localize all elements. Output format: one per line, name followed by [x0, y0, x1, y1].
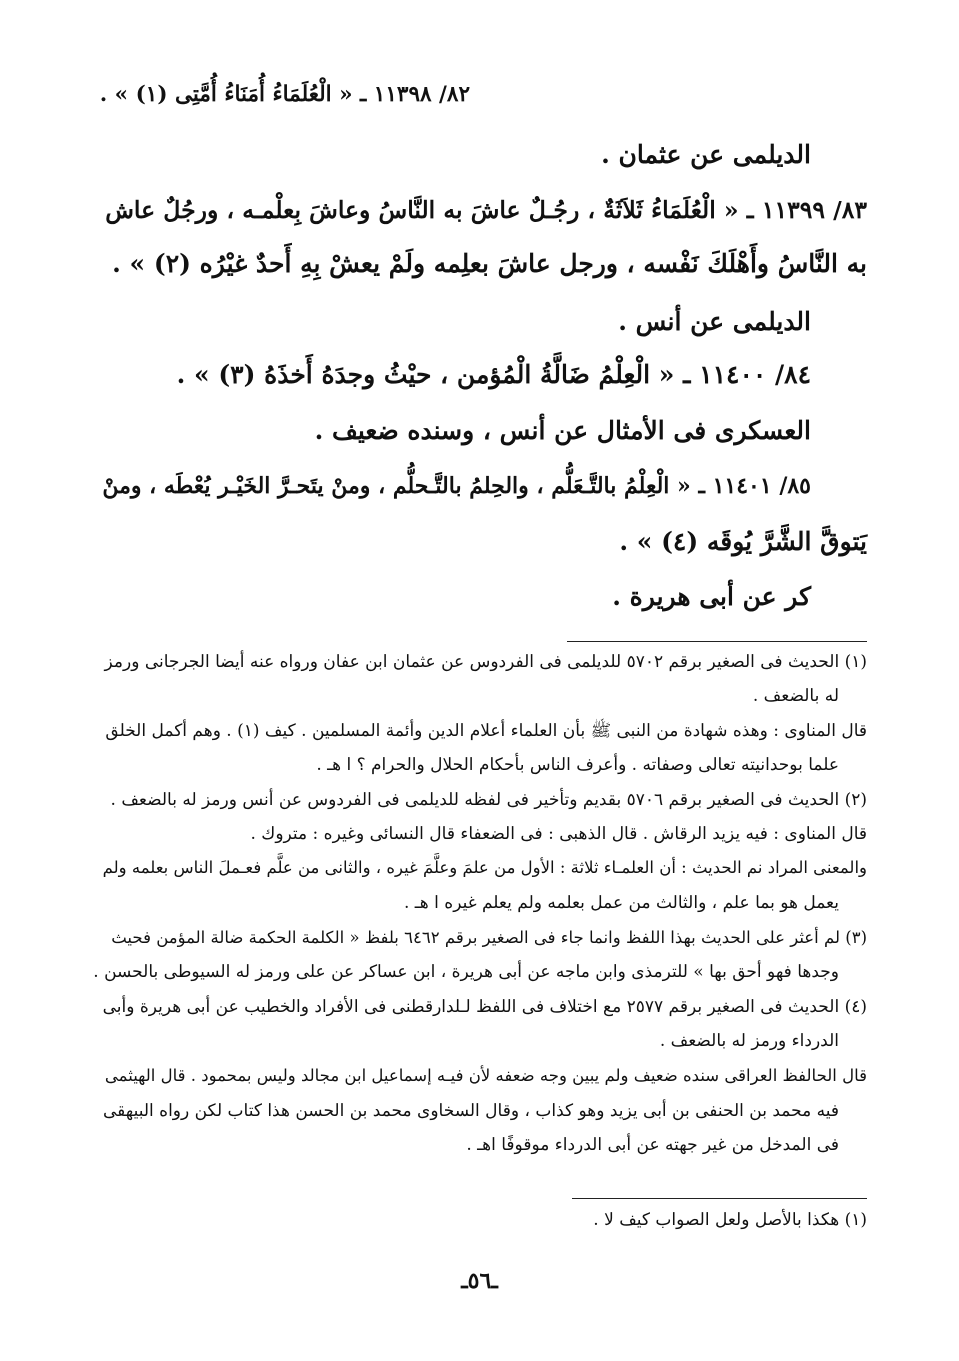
source-line: كر عن أبى هريرة . — [612, 582, 811, 611]
hadith-83-line: ٨٣/ ١١٣٩٩ ـ « الْعُلَمَاءُ ثَلاَثَةٌ ، رجُـلٌ عاشَ به النَّاسُ وعاشَ بِعلْمـه ، ورجُلٌ عاش — [105, 196, 867, 224]
hadith-85-line-cont: يَتوقَّ الشَّرَّ يُوقَه (٤) » . — [619, 527, 867, 556]
footnote-4-cont: الدرداء ورمز له بالضعف . — [659, 1031, 839, 1051]
footnote-1: (١) الحديث فى الصغير برقم ٥٧٠٢ للديلمى فى الفردوس عن عثمان ابن عفان ورواه عنه أيضا الجرجانى ورمز — [104, 652, 867, 672]
hadith-85-line: ٨٥/ ١١٤٠١ ـ « الْعِلْمُ بالتَّـعَلُّم ، والحِلمُ بالتَّـحلُّم ، ومنْ يتَحـرَّ الخَيْـر يُعْطَه ، ومنْ — [102, 473, 811, 499]
hadith-82-line: ٨٢/ ١١٣٩٨ ـ « الْعُلَمَاءُ أُمَنَاءُ أُمَّتِى (١) » . — [99, 82, 470, 107]
hadith-84-line: ٨٤/ ١١٤٠٠ ـ « الْعِلْمُ ضَالَّةُ الْمُؤمن ، حيْثُ وجدَهُ أَخذَهُ (٣) » . — [176, 360, 811, 389]
page-number: ـ٥٦ـ — [461, 1268, 498, 1294]
footnote-line: قال الحالفظ العراقى سنده ضعيف ولم يبين وجه ضعفه لأن فيـه إسماعيل ابن مجالد وليس بمحمود . قال الهيثمى — [104, 1066, 867, 1085]
footnote-4: (٤) الحديث فى الصغير برقم ٢٥٧٧ مع اختلاف فى اللفظ لـلدارقطنى فى الأفراد والخطيب عن أبى هريرة وأبى — [102, 997, 867, 1017]
source-line: الديلمى عن أنس . — [618, 307, 811, 336]
footnote-line-cont: يعمل هو بما علم ، والثالث من عمل بعلمه ولم يعلم غيره ا هـ . — [404, 893, 839, 913]
footnote-line-cont: فيه محمد بن الحنفى بن أبى يزيد وهو كذاب ، وقال السخاوى محمد بن الحسن هذا كتاب لكن رواه البيهقى — [102, 1101, 839, 1121]
footnote-3: (٣) لم أعثر على الحديث بهذا اللفظ وانما جاء فى الصغير برقم ٦٤٦٢ بلفظ « الكلمة الحكمة ضالة المؤمن فحيث — [111, 928, 867, 947]
footnote-separator — [567, 641, 867, 642]
footnote-1-cont: له بالضعف . — [752, 686, 839, 706]
footnote-line-cont: فى المدخل من غير جهته عن أبى الدرداء موقوفًا اهـ . — [466, 1135, 839, 1155]
sub-footnote: (١) هكذا بالأصل ولعل الصواب كيف لا . — [593, 1210, 867, 1230]
footnote-line: قال المناوى : فيه يزيد الرقاش . قال الذهبى : فى الضعفاء قال النسائى وغيره : متروك . — [250, 824, 867, 844]
footnote-line: والمعنى المراد نم الحديث : أن العلمـاء ثلاثة : الأول من علمَ وعلَّمَ غيره ، والثانى من علَّم فعـملَ الناس بعلمه ولم — [102, 858, 867, 877]
footnote-2: (٢) الحديث فى الصغير برقم ٥٧٠٦ بقديم وتأخير فى لفظه للديلمى فى الفردوس عن أنس ورمز له بالضعف . — [110, 790, 867, 810]
footnote-line: قال المناوى : وهذه شهادة من النبى ﷺ بأن العلماء أعلام الدين وأئمة المسلمين . كيف (١) . وهم أكمل الخلق — [105, 721, 867, 741]
source-line: العسكرى فى الأمثال عن أنس ، وسنده ضعيف . — [314, 416, 811, 445]
footnote-line-cont: علما بوحدانيته تعالى وصفاته . وأعرف الناس بأحكام الحلال والحرام ؟ ا هـ . — [316, 755, 839, 775]
sub-footnote-separator — [572, 1198, 867, 1199]
footnote-3-cont: وجدها فهو أحق بها » للترمذى وابن ماجه عن أبى هريرة ، ابن عساكر عن على ورمز له السيوطى بالحسن . — [93, 962, 839, 982]
hadith-83-line-cont: به النَّاسُ وأَهْلَكَ نَفْسه ، ورجل عاشَ بعلِمه ولَمْ يعشْ بِهِ أَحدٌ غيْرُه (٢) » . — [112, 249, 867, 278]
source-line: الديلمى عن عثمان . — [601, 140, 811, 169]
